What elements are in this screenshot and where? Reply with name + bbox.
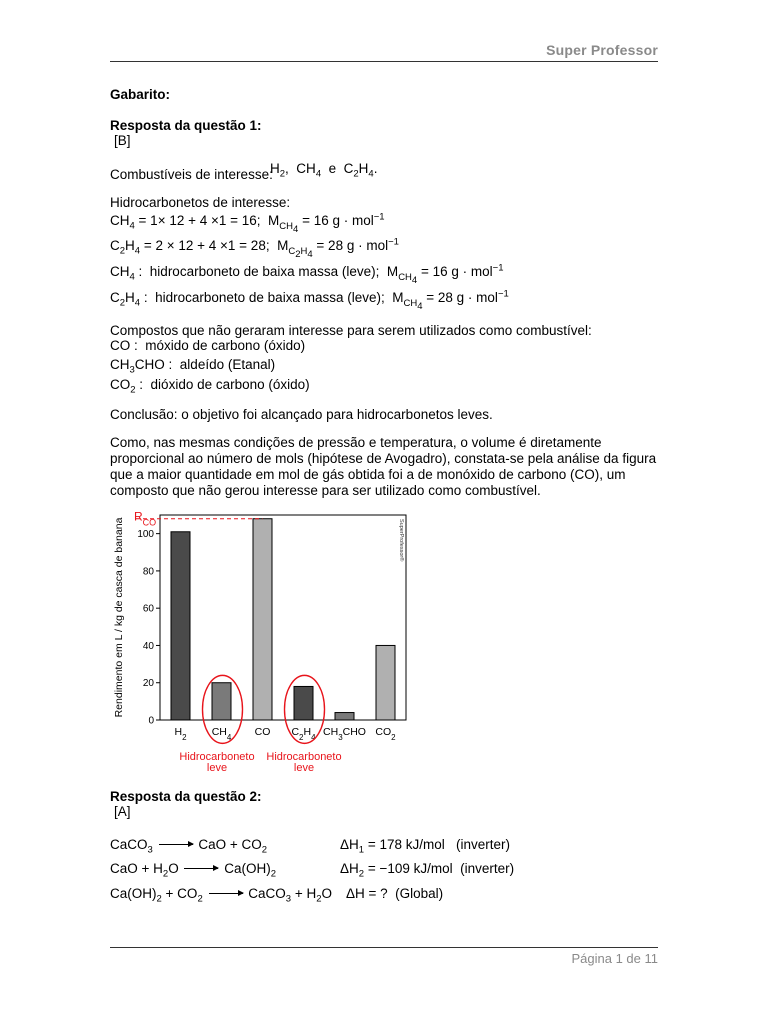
q1-answer: [B] — [114, 133, 131, 148]
eq-ch4-leve: $CH_4$ : hidrocarboneto de baixa massa (leve); $M_{CH_4} = 16$ g · mol$^{-1}$ — [110, 262, 504, 286]
page-number: Página 1 de 11 — [571, 951, 658, 966]
compostos-label: Compostos que não geraram interesse para serem utilizados como combustível: — [110, 323, 592, 338]
eq-ch3cho: $CH_3CHO$ : aldeído (Etanal) — [110, 357, 276, 376]
eq-co2: $CO_2$ : dióxido de carbono (óxido) — [110, 377, 310, 396]
q2-heading: Resposta da questão 2: — [110, 789, 262, 804]
reaction-2: CaO + $H_2O$ $Ca(OH)_2$ — [110, 861, 277, 880]
bar-ch3cho — [335, 713, 354, 720]
y-tick-label: 40 — [142, 640, 154, 652]
y-tick-label: 20 — [142, 678, 154, 690]
footer-rule — [110, 947, 658, 948]
combustiveis-formula: $H_2$, $CH_4$ e $C_2H_4$. — [270, 161, 378, 180]
arrow-icon — [209, 893, 243, 894]
x-tick-label: $C_2H_4$ — [291, 726, 316, 742]
y-tick-label: 0 — [148, 715, 154, 727]
bar-co2 — [376, 645, 395, 720]
header-rule — [110, 61, 658, 62]
y-axis-label: Rendimento em L / kg de casca de banana — [113, 517, 125, 718]
conclusao: Conclusão: o objetivo foi alcançado para hidrocarbonetos leves. — [110, 407, 493, 422]
reaction-global: $Ca(OH)_2 + CO_2$ CaCO$_3$ + $H_2O$ — [110, 886, 333, 905]
plot-frame — [160, 515, 406, 720]
rco-label: $R_{CO}$ — [134, 509, 157, 528]
bar-chart — [104, 505, 434, 775]
x-tick-label: $H_2$ — [174, 726, 187, 742]
combustiveis-label: Combustíveis de interesse: — [110, 167, 273, 182]
eq-c2h4-mass: $C_2H_4 = 2 \times 12 + 4 \times 1 = 28$; $M_{C_2H_4} = 28$ g · mol$^{-1}$ — [110, 236, 399, 260]
y-tick-label: 100 — [137, 529, 154, 541]
header-title: Super Professor — [546, 42, 658, 58]
bar-co — [253, 519, 272, 720]
x-tick-label: $CH_3CHO$ — [323, 726, 366, 742]
q2-answer: [A] — [114, 804, 131, 819]
bar-ch4 — [212, 683, 231, 720]
watermark: SuperProfessor® — [398, 519, 404, 562]
reaction-1: CaCO$_3$ CaO + $CO_2$ — [110, 837, 268, 856]
y-tick-label: 60 — [142, 603, 154, 615]
eq-co: CO : móxido de carbono (óxido) — [110, 338, 306, 353]
arrow-icon — [184, 868, 218, 869]
x-tick-label: $CO_2$ — [375, 726, 396, 742]
x-tick-label: CO — [254, 726, 271, 738]
gabarito-heading: Gabarito: — [110, 87, 171, 102]
avogadro-paragraph: Como, nas mesmas condições de pressão e temperatura, o volume é diretamente proporcional ao número de mols (hipótese de Avogadro), constata-se pela análise da figura que a maior quantidade em mol de gás obtida foi a de monóxido de carbono (CO), um composto que não gerou interesse para ser utilizado como combustível. — [110, 435, 657, 498]
enthalpy-global: ΔH = ? (Global) — [346, 886, 444, 901]
hidrocarbonetos-label: Hidrocarbonetos de interesse: — [110, 195, 291, 210]
annotation-hidrocarboneto-leve-2: Hidrocarboneto leve — [266, 751, 342, 774]
y-tick-label: 80 — [142, 566, 154, 578]
eq-ch4-mass: $CH_4 = 1\times 12 + 4 \times 1 = 16$; $M_{CH_4} = 16$ g · mol$^{-1}$ — [110, 211, 385, 235]
bar-chart-svg — [104, 505, 434, 775]
enthalpy-1: $\Delta H_1 = 178$ kJ/mol (inverter) — [340, 837, 511, 856]
arrow-icon — [159, 844, 193, 845]
bar-h2 — [171, 532, 190, 720]
enthalpy-2: $\Delta H_2 = -109$ kJ/mol (inverter) — [340, 861, 515, 880]
eq-c2h4-leve: $C_2H_4$ : hidrocarboneto de baixa massa (leve); $M_{CH_4} = 28$ g · mol$^{-1}$ — [110, 288, 509, 312]
x-tick-label: $CH_4$ — [211, 726, 232, 742]
annotation-hidrocarboneto-leve-1: Hidrocarboneto leve — [179, 751, 255, 774]
q1-heading: Resposta da questão 1: — [110, 118, 262, 133]
bar-c2h4 — [294, 686, 313, 720]
